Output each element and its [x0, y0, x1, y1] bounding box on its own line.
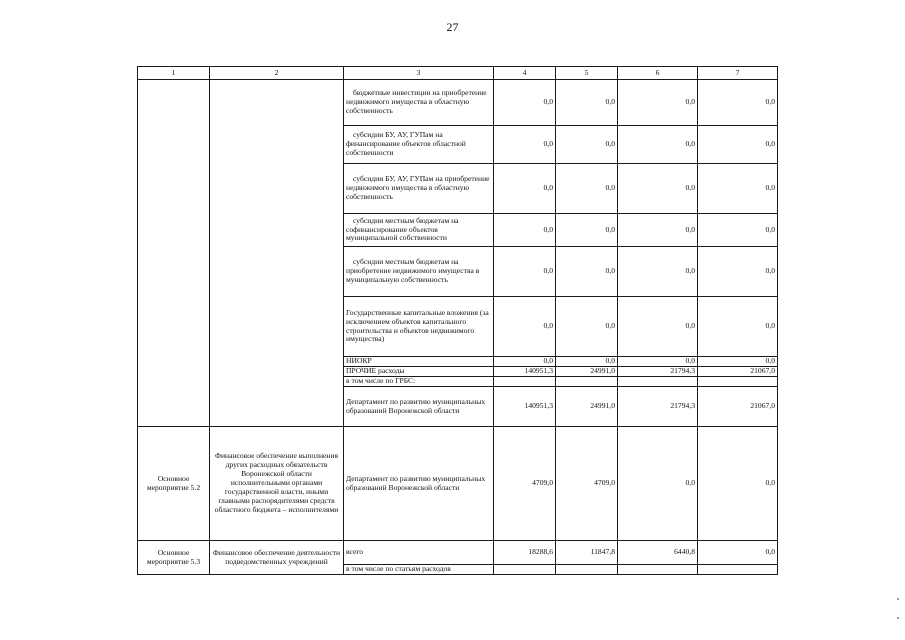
value-cell: 18288,6: [494, 541, 556, 565]
measure-name-5-3: Финансовое обеспечение деятельности подведомственных учреждений: [210, 541, 344, 575]
value-cell: 6440,8: [618, 541, 698, 565]
value-cell: 0,0: [698, 247, 778, 297]
value-cell: 140951,3: [494, 367, 556, 377]
row-description: субсидии местным бюджетам на софинансирование объектов муниципальной собственности: [344, 214, 494, 247]
value-cell: [556, 565, 618, 575]
value-cell: 21067,0: [698, 367, 778, 377]
measure-label-5-2: Основное мероприятие 5.2: [138, 427, 210, 541]
row-description: в том числе по статьям расходов: [344, 565, 494, 575]
value-cell: [698, 565, 778, 575]
value-cell: 0,0: [698, 357, 778, 367]
header-col-6: 6: [618, 67, 698, 80]
header-col-5: 5: [556, 67, 618, 80]
scan-speck: [897, 617, 899, 619]
value-cell: 21067,0: [698, 387, 778, 427]
value-cell: 0,0: [618, 126, 698, 164]
value-cell: 0,0: [556, 247, 618, 297]
value-cell: 0,0: [618, 80, 698, 126]
value-cell: 0,0: [698, 126, 778, 164]
value-cell: 0,0: [556, 297, 618, 357]
row-description: субсидии БУ, АУ, ГУПам на финансирование объектов областной собственности: [344, 126, 494, 164]
value-cell: 0,0: [618, 297, 698, 357]
header-col-4: 4: [494, 67, 556, 80]
measure-label-5-3: Основное мероприятие 5.3: [138, 541, 210, 575]
value-cell: 0,0: [494, 247, 556, 297]
row-description: Департамент по развитию муниципальных образований Воронежской области: [344, 387, 494, 427]
table-row: [138, 541, 778, 565]
table-row: [138, 80, 778, 126]
value-cell: 11847,8: [556, 541, 618, 565]
row-description: субсидии местным бюджетам на приобретение недвижимого имущества в муниципальную собственность: [344, 247, 494, 297]
scan-speck: [897, 598, 899, 600]
value-cell: [618, 565, 698, 575]
row-description: Государственные капитальные вложения (за исключением объектов капитального строительства и объектов недвижимого имущества): [344, 297, 494, 357]
value-cell: 4709,0: [494, 427, 556, 541]
value-cell: 0,0: [618, 427, 698, 541]
value-cell: 0,0: [556, 80, 618, 126]
row-description: в том числе по ГРБС:: [344, 377, 494, 387]
value-cell: [494, 565, 556, 575]
value-cell: [556, 377, 618, 387]
value-cell: 0,0: [556, 214, 618, 247]
budget-table: [137, 66, 778, 575]
value-cell: 0,0: [494, 164, 556, 214]
value-cell: 0,0: [698, 214, 778, 247]
value-cell: 0,0: [494, 297, 556, 357]
row-description: НИОКР: [344, 357, 494, 367]
value-cell: 0,0: [698, 541, 778, 565]
value-cell: 21794,3: [618, 367, 698, 377]
value-cell: 0,0: [698, 80, 778, 126]
value-cell: 0,0: [618, 214, 698, 247]
value-cell: 0,0: [618, 357, 698, 367]
continued-name-cell: [210, 80, 344, 427]
header-col-7: 7: [698, 67, 778, 80]
value-cell: 0,0: [556, 357, 618, 367]
value-cell: 21794,3: [618, 387, 698, 427]
value-cell: [618, 377, 698, 387]
row-description: Департамент по развитию муниципальных образований Воронежской области: [344, 427, 494, 541]
value-cell: 0,0: [698, 297, 778, 357]
value-cell: 24991,0: [556, 387, 618, 427]
value-cell: [698, 377, 778, 387]
value-cell: 0,0: [618, 247, 698, 297]
row-description: субсидии БУ, АУ, ГУПам на приобретение недвижимого имущества в областную собственность: [344, 164, 494, 214]
value-cell: 0,0: [494, 214, 556, 247]
continued-label-cell: [138, 80, 210, 427]
header-row: [138, 67, 778, 80]
table-row: [138, 427, 778, 541]
row-description: бюджетные инвестиции на приобретение недвижимого имущества в областную собственность: [344, 80, 494, 126]
measure-name-5-2: Финансовое обеспечение выполнения других расходных обязательств Воронежской области исполнительными органами государственной власти, иными главными распорядителями средств областного бюджета – исполнителями: [210, 427, 344, 541]
value-cell: 140951,3: [494, 387, 556, 427]
row-description: ПРОЧИЕ расходы: [344, 367, 494, 377]
value-cell: 0,0: [494, 357, 556, 367]
page-number: 27: [446, 20, 459, 34]
value-cell: 0,0: [618, 164, 698, 214]
value-cell: 0,0: [494, 80, 556, 126]
value-cell: 0,0: [698, 427, 778, 541]
value-cell: 24991,0: [556, 367, 618, 377]
value-cell: [494, 377, 556, 387]
value-cell: 0,0: [556, 126, 618, 164]
row-description: всего: [344, 541, 494, 565]
value-cell: 0,0: [556, 164, 618, 214]
value-cell: 4709,0: [556, 427, 618, 541]
value-cell: 0,0: [698, 164, 778, 214]
header-col-2: 2: [210, 67, 344, 80]
value-cell: 0,0: [494, 126, 556, 164]
header-col-1: 1: [138, 67, 210, 80]
header-col-3: 3: [344, 67, 494, 80]
